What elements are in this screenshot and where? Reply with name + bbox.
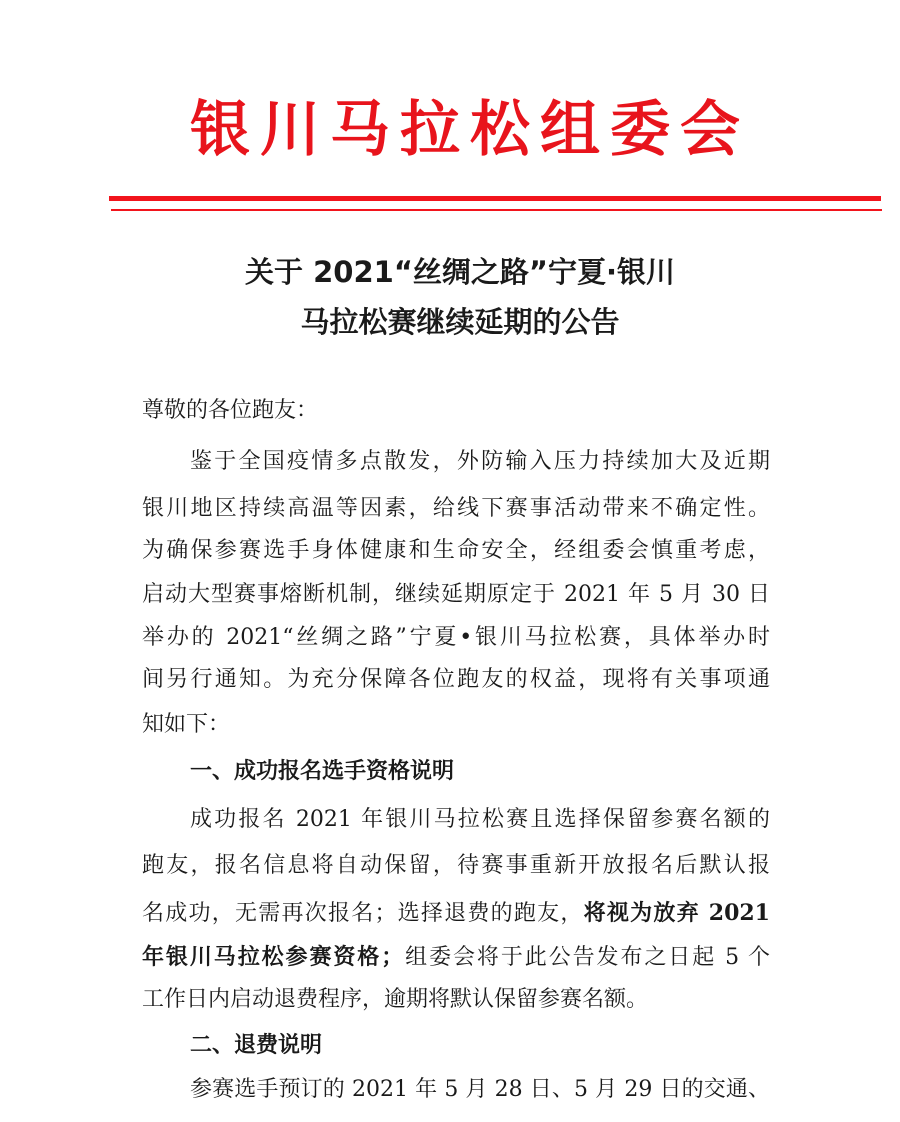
paragraph1-line: 举办的 2021“丝绸之路”宁夏•银川马拉松赛，具体举办时 [142, 625, 770, 650]
paragraph1-line: 鉴于全国疫情多点散发，外防输入压力持续加大及近期 [190, 449, 770, 474]
letterhead-org-name: 银川马拉松组委会 [190, 95, 750, 165]
letterhead-rule-thick [109, 196, 881, 201]
section1-heading: 一、成功报名选手资格说明 [190, 759, 455, 784]
paragraph1-line: 知如下： [142, 712, 231, 737]
section1-line [142, 898, 770, 929]
section1-line: 工作日内启动退费程序，逾期将默认保留参赛名额。 [142, 987, 649, 1012]
salutation: 尊敬的各位跑友： [142, 398, 319, 423]
paragraph1-line: 启动大型赛事熔断机制，继续延期原定于 2021 年 5 月 30 日 [142, 582, 770, 607]
section1-text: 名成功，无需再次报名；选择退费的跑友， [142, 901, 584, 926]
section2-heading: 二、退费说明 [190, 1033, 323, 1058]
document-title-line1: 关于 2021“丝绸之路”宁夏·银川 [245, 255, 675, 289]
paragraph1-line: 间另行通知。为充分保障各位跑友的权益，现将有关事项通 [142, 667, 770, 692]
paragraph1-line: 为确保参赛选手身体健康和生命安全，经组委会慎重考虑， [142, 538, 770, 563]
section1-line: 跑友，报名信息将自动保留，待赛事重新开放报名后默认报 [142, 853, 770, 878]
section1-bold-text: 将视为放弃 2021 [583, 900, 770, 926]
section1-bold-text: 年银川马拉松参赛资格； [142, 944, 404, 970]
paragraph1-line: 银川地区持续高温等因素，给线下赛事活动带来不确定性。 [142, 496, 770, 521]
section2-line: 参赛选手预订的 2021 年 5 月 28 日、5 月 29 日的交通、 [190, 1077, 770, 1102]
letterhead-rule-thin [111, 209, 882, 211]
section1-line: 成功报名 2021 年银川马拉松赛且选择保留参赛名额的 [190, 807, 770, 832]
section1-line [142, 942, 770, 973]
section1-text: 组委会将于此公告发布之日起 5 个 [403, 945, 770, 970]
document-title-line2: 马拉松赛继续延期的公告 [300, 305, 620, 339]
